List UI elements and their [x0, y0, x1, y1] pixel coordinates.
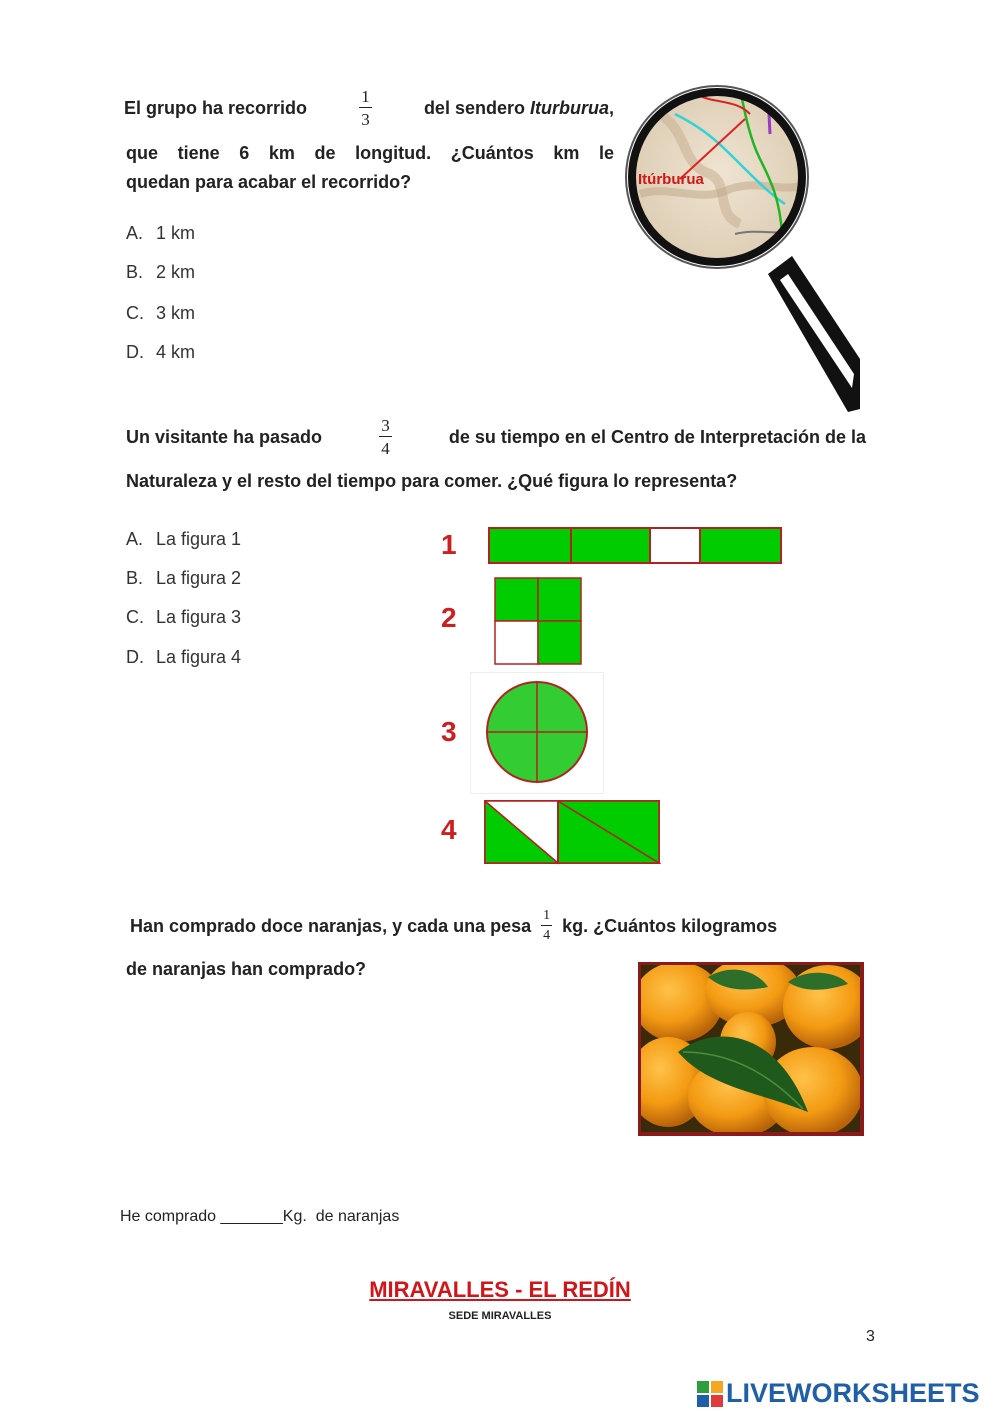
q3-frac-num: 1 [541, 909, 552, 926]
figure-2-label: 2 [441, 602, 457, 633]
q1-frac-den: 3 [361, 110, 370, 129]
map-label: Itúrburua [638, 171, 704, 188]
q2-option-text: La figura 1 [156, 529, 242, 549]
q1-text-c: , [608, 97, 614, 118]
q1-line3: quedan para acabar el recorrido? [126, 172, 412, 192]
figure-1-part [650, 528, 700, 563]
figure-1-part [489, 528, 571, 563]
q1-option-letter: A. [126, 223, 144, 243]
footer-subtitle: SEDE MIRAVALLES [448, 1310, 552, 1322]
q1-trail-name: Iturburua [529, 97, 609, 118]
q2-line2: Naturaleza y el resto del tiempo para comer. ¿Qué figura lo representa? [126, 471, 738, 491]
magnifier-map-image [620, 84, 865, 414]
q1-option-text: 4 km [156, 342, 196, 362]
q1-line2: que tiene 6 km de longitud. ¿Cuántos km le [126, 143, 614, 163]
q1-option-text: 1 km [156, 223, 196, 243]
figure-1-part [700, 528, 781, 563]
q2-option-letter: A. [126, 529, 144, 549]
q2-option-letter: C. [126, 607, 144, 627]
figure-1-label: 1 [441, 529, 457, 560]
q1-fraction [359, 88, 372, 128]
page-number: 3 [866, 1328, 875, 1345]
q3-line1 [130, 903, 858, 949]
figure-2-part [538, 578, 581, 621]
q1-option-d[interactable] [126, 342, 195, 363]
q1-text-a: El grupo ha recorrido [124, 97, 308, 118]
figure-4-rectangle [484, 800, 662, 866]
q2-option-d[interactable] [126, 647, 241, 668]
answer-suffix: Kg. de naranjas [282, 1208, 400, 1225]
q1-option-text: 2 km [156, 262, 196, 282]
q1-line1 [124, 86, 614, 130]
oranges-photo [638, 962, 864, 1136]
answer-blank[interactable]: _______ [220, 1208, 283, 1225]
figure-4-label: 4 [441, 814, 457, 845]
brand-name: LIVEWORKSHEETS [726, 1378, 980, 1408]
q1-option-text: 3 km [156, 303, 196, 323]
q1-option-letter: B. [126, 262, 144, 282]
q2-option-text: La figura 4 [156, 647, 242, 667]
q3-text-b: kg. ¿Cuántos kilogramos [562, 915, 778, 936]
q3-line2: de naranjas han comprado? [126, 959, 367, 979]
answer-prefix: He comprado [120, 1208, 217, 1225]
q3-frac-den: 4 [543, 928, 551, 943]
q2-option-letter: B. [126, 568, 144, 588]
q2-line1 [126, 414, 866, 460]
figure-1-bar [488, 527, 784, 564]
footer-title: MIRAVALLES - EL REDÍN [369, 1277, 631, 1302]
q1-option-a[interactable] [126, 223, 195, 244]
q1-option-letter: C. [126, 303, 144, 323]
q2-fraction [379, 417, 392, 457]
lws-logo-icon [697, 1381, 723, 1407]
q2-option-a[interactable] [126, 529, 241, 550]
q2-option-c[interactable] [126, 607, 241, 628]
answer-line [120, 1208, 399, 1226]
q2-option-text: La figura 2 [156, 568, 242, 588]
q2-text-a: Un visitante ha pasado [126, 426, 323, 447]
figure-3-circle [470, 672, 604, 794]
brand-logo [697, 1378, 980, 1409]
q3-text-a: Han comprado doce naranjas, y cada una pesa [130, 915, 532, 936]
q1-frac-num: 1 [361, 87, 370, 106]
q2-option-letter: D. [126, 647, 144, 667]
q2-text-b: de su tiempo en el Centro de Interpretación de la [448, 426, 866, 447]
q2-option-text: La figura 3 [156, 607, 242, 627]
q1-option-b[interactable] [126, 262, 195, 283]
q1-text-b: del sendero [423, 97, 525, 118]
q3-fraction [541, 909, 552, 943]
q2-option-b[interactable] [126, 568, 241, 589]
q1-option-c[interactable] [126, 303, 195, 324]
figure-2-square [494, 577, 584, 667]
figure-2-part [538, 621, 581, 664]
q2-frac-num: 3 [381, 416, 390, 435]
q2-frac-den: 4 [381, 439, 390, 458]
figure-2-part [495, 578, 538, 621]
figure-2-part [495, 621, 538, 664]
figure-1-part [571, 528, 650, 563]
figure-3-label: 3 [441, 716, 457, 747]
q1-option-letter: D. [126, 342, 144, 362]
